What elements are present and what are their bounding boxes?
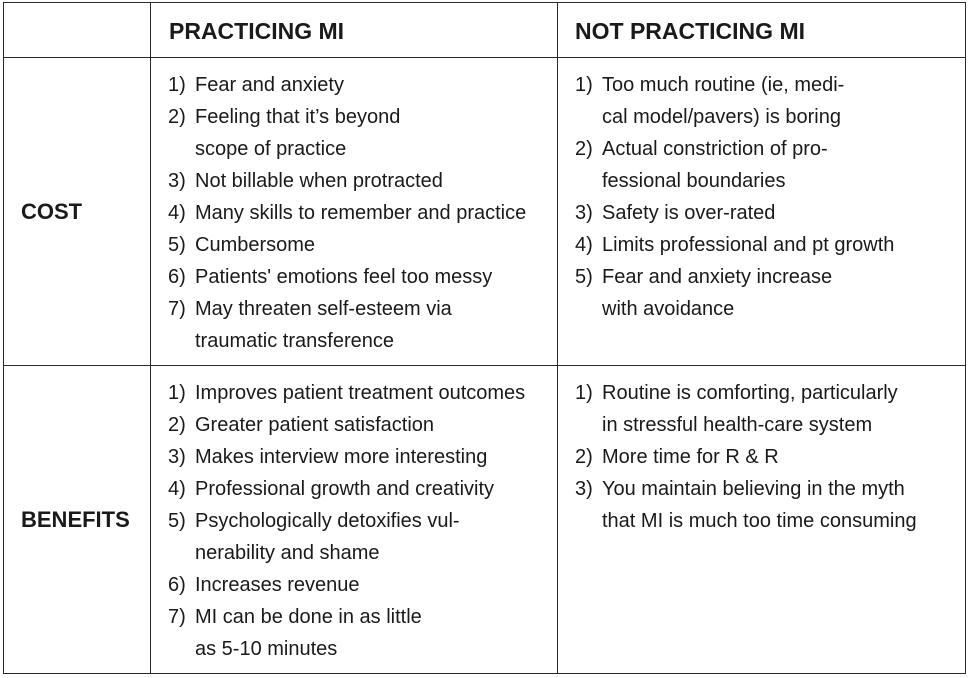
item-text: You maintain believing in the myth that MI is much too time consuming [602,478,917,532]
item-number: 5) [168,234,186,256]
item-text: Greater patient satisfaction [195,414,435,436]
benefits-practicing-list [168,377,553,665]
cost-benefit-table [3,2,966,674]
list-item [575,69,963,133]
item-number: 1) [168,74,186,96]
item-number: 6) [168,574,186,596]
item-text: Not billable when protracted [195,170,443,192]
list-item [575,229,963,261]
item-text: Actual constriction of pro- fessional boundaries [602,138,828,192]
item-text: Too much routine (ie, medi- cal model/pavers) is boring [602,74,845,128]
item-number: 4) [575,234,593,256]
column-header-not-practicing: NOT PRACTICING MI [575,18,805,44]
item-number: 1) [575,382,593,404]
item-number: 2) [575,446,593,468]
list-item [575,441,963,473]
item-number: 3) [168,170,186,192]
list-item [168,601,553,665]
item-number: 2) [575,138,593,160]
list-item [168,197,553,229]
column-divider-1 [150,2,151,674]
item-text: Limits professional and pt growth [602,234,895,256]
item-number: 6) [168,266,186,288]
list-item [168,261,553,293]
item-text: Feeling that it’s beyond scope of practice [195,106,401,160]
row-label-benefits: BENEFITS [21,507,130,532]
item-number: 1) [575,74,593,96]
list-item [168,165,553,197]
item-text: More time for R & R [602,446,779,468]
item-text: MI can be done in as little as 5-10 minutes [195,606,422,660]
list-item [168,441,553,473]
table-border-top [3,2,966,3]
item-text: Routine is comforting, particularly in stressful health-care system [602,382,898,436]
cost-not-practicing-list [575,69,963,325]
item-text: Makes interview more interesting [195,446,488,468]
cost-practicing-list [168,69,553,357]
list-item [168,505,553,569]
list-item [575,473,963,537]
item-text: Fear and anxiety [195,74,344,96]
item-number: 4) [168,202,186,224]
list-item [575,261,963,325]
item-text: Improves patient treatment outcomes [195,382,526,404]
table-border-right [965,2,966,674]
item-number: 2) [168,106,186,128]
list-item [168,229,553,261]
item-text: Professional growth and creativity [195,478,495,500]
benefits-not-practicing-list [575,377,963,537]
item-number: 7) [168,606,186,628]
list-item [168,293,553,357]
row-label-cost: COST [21,199,83,224]
item-text: Fear and anxiety increase with avoidance [602,266,833,320]
item-number: 5) [575,266,593,288]
item-number: 1) [168,382,186,404]
item-number: 5) [168,510,186,532]
item-number: 2) [168,414,186,436]
table-border-bottom [3,673,966,674]
list-item [575,197,963,229]
item-number: 3) [168,446,186,468]
item-text: Many skills to remember and practice [195,202,527,224]
item-number: 4) [168,478,186,500]
list-item [168,377,553,409]
item-text: Cumbersome [195,234,316,256]
table-border-left [3,2,4,674]
item-number: 7) [168,298,186,320]
list-item [575,377,963,441]
list-item [168,473,553,505]
list-item [168,69,553,101]
item-text: May threaten self-esteem via traumatic transference [195,298,452,352]
item-text: Increases revenue [195,574,360,596]
item-number: 3) [575,478,593,500]
list-item [168,409,553,441]
item-text: Psychologically detoxifies vul- nerability and shame [195,510,460,564]
list-item [168,101,553,165]
row-divider [3,365,966,366]
item-text: Safety is over-rated [602,202,776,224]
column-divider-2 [557,2,558,674]
item-number: 3) [575,202,593,224]
header-row-divider [3,57,966,58]
list-item [168,569,553,601]
item-text: Patients' emotions feel too messy [195,266,493,288]
column-header-practicing: PRACTICING MI [169,18,345,44]
list-item [575,133,963,197]
